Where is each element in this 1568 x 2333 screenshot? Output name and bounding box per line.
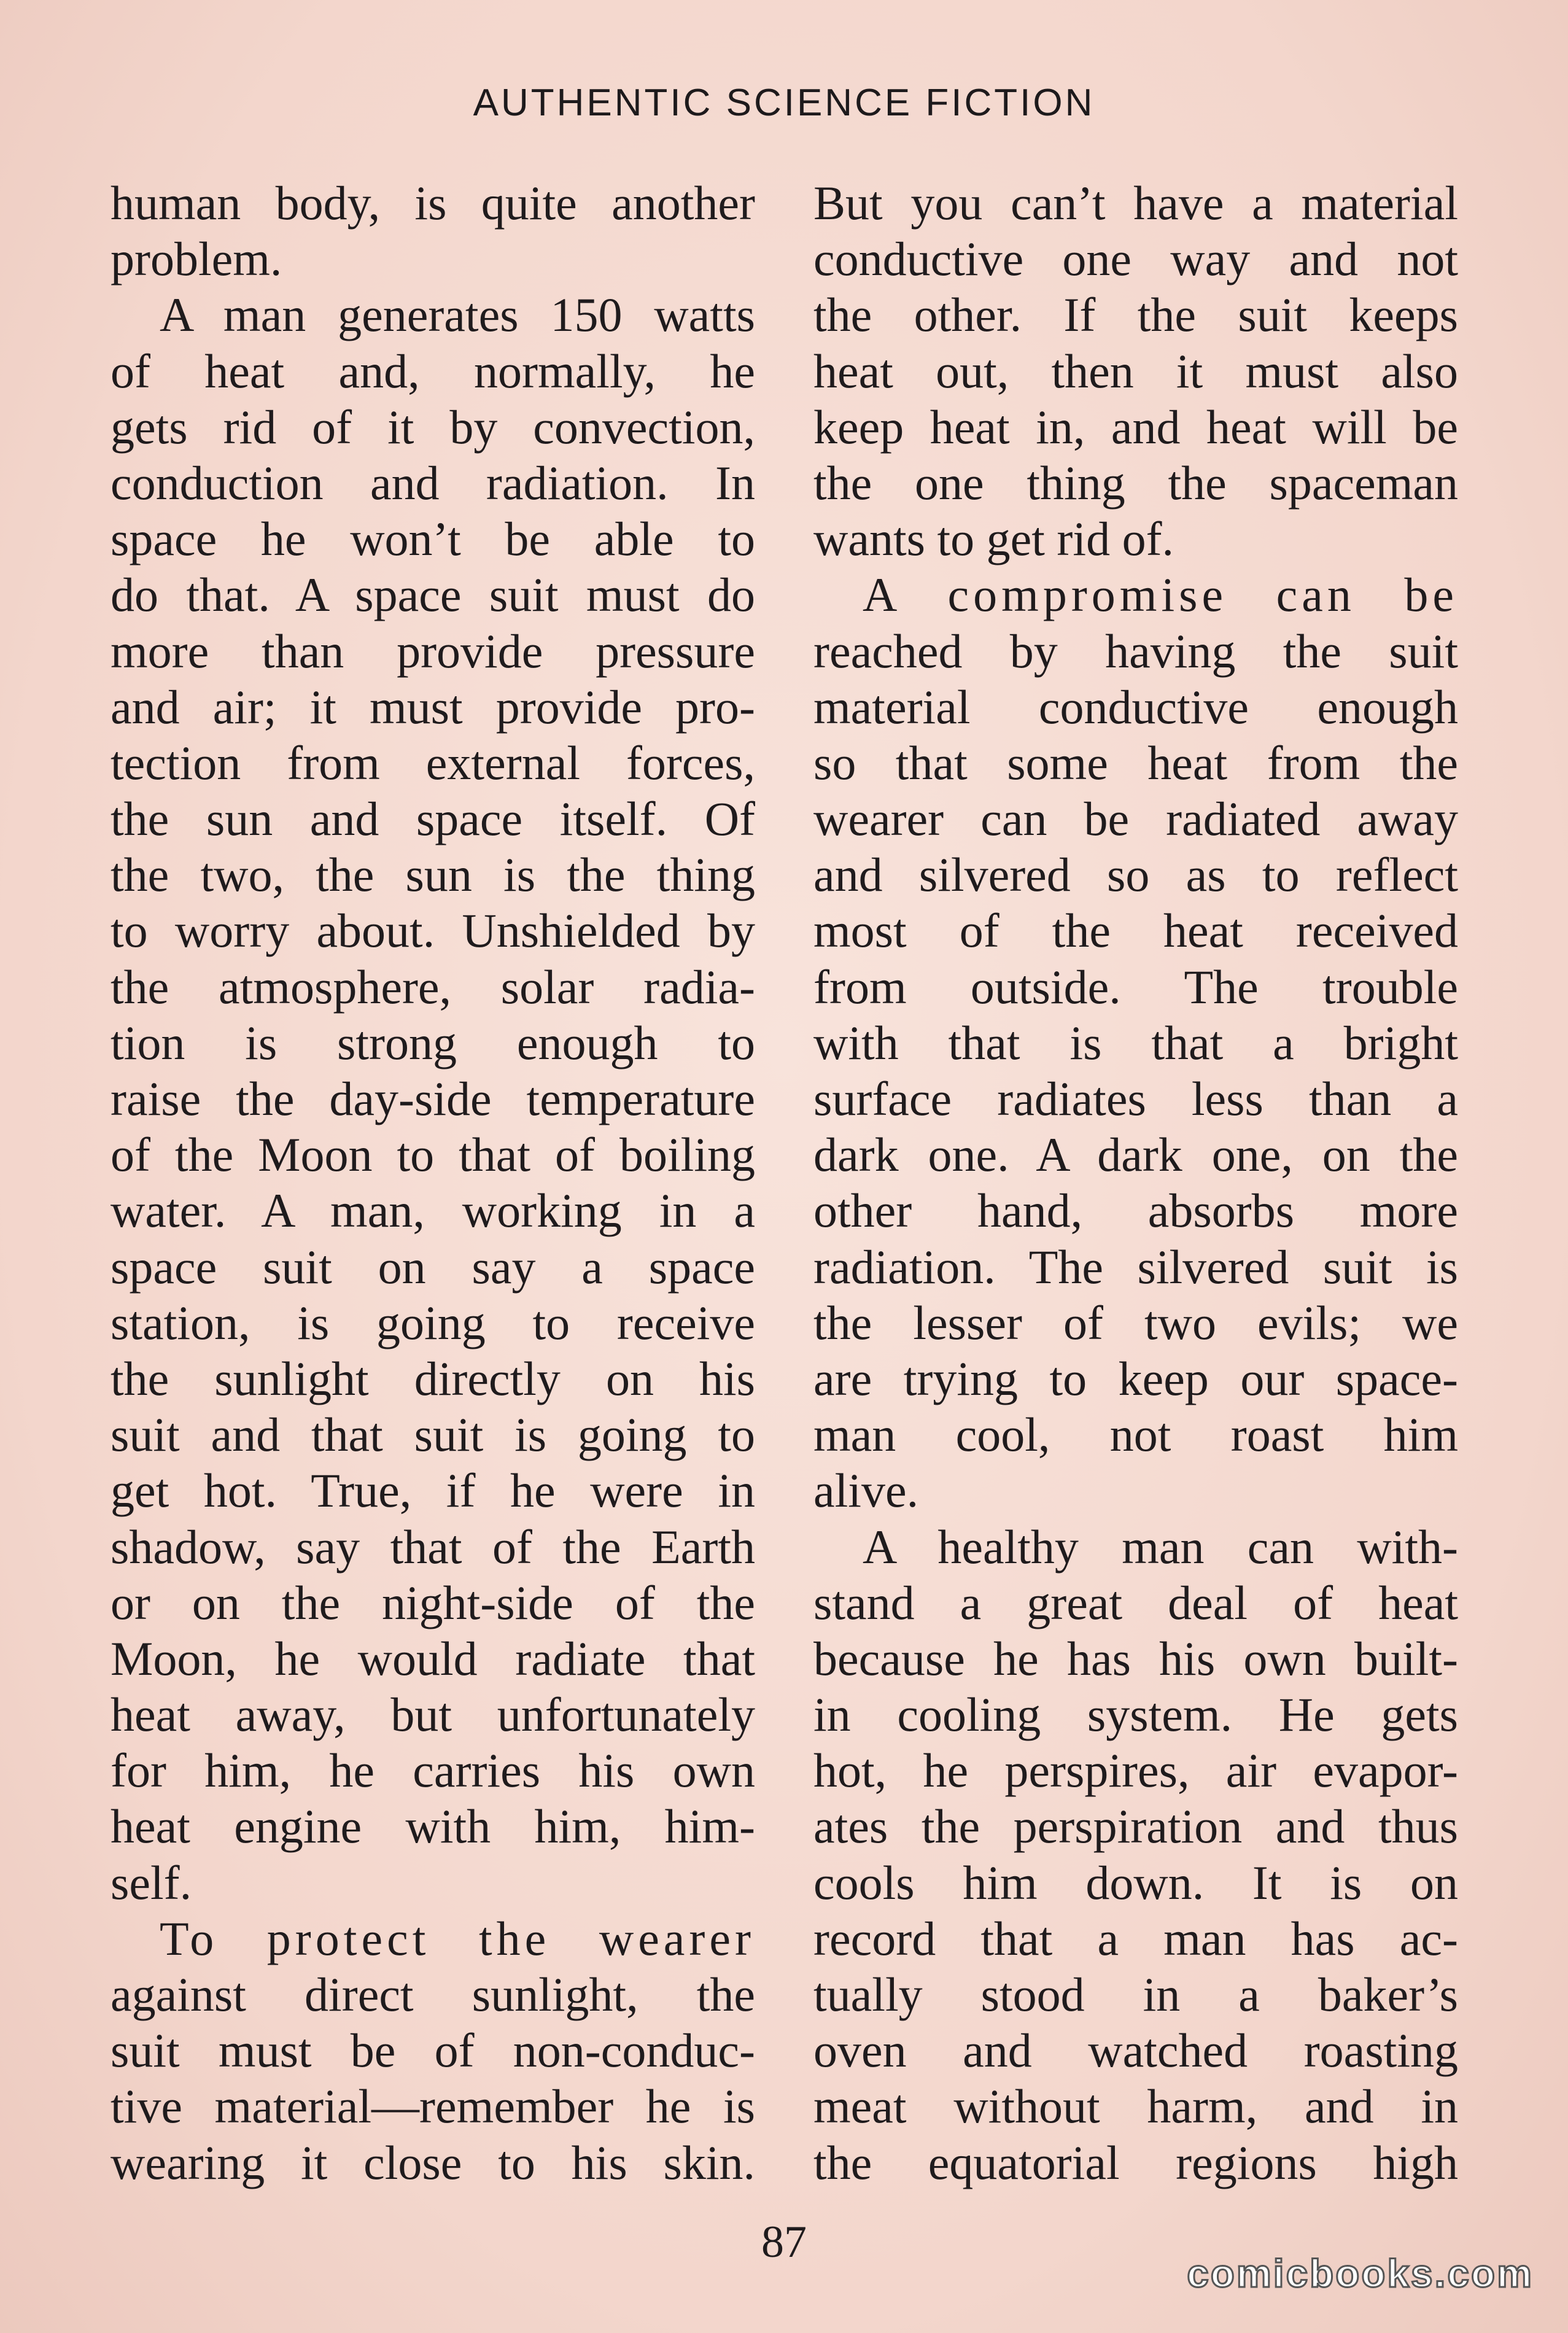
text-line: tually stood in a baker’s [813,1968,1458,2021]
text-line: tive material—remember he is [111,2079,755,2133]
text-line: in cooling system. He gets [813,1688,1458,1742]
text-line: wants to get rid of. [813,512,1174,566]
text-line: tion is strong enough to [111,1015,755,1069]
text-line: problem. [111,232,282,286]
text-line: self. [111,1855,192,1909]
left-column [111,175,755,2191]
text-line: suit and that suit is going to [111,1408,755,1462]
text-line: or on the night-side of the [111,1575,755,1629]
watermark: comicbooks.com [1187,2251,1534,2296]
text-line: the lesser of two evils; we [813,1295,1458,1349]
text-line: raise the day-side temperature [111,1072,755,1125]
text-line: with that is that a bright [813,1015,1458,1069]
text-line: shadow, say that of the Earth [111,1520,755,1574]
text-line: human body, is quite another [111,176,755,230]
text-line: material conductive enough [813,680,1458,734]
text-line: of heat and, normally, he [111,344,755,398]
text-line: and air; it must provide pro- [111,680,755,734]
text-line: tection from external forces, [111,736,755,790]
text-line: stand a great deal of heat [813,1575,1458,1629]
text-line: wearer can be radiated away [813,792,1458,846]
text-line: radiation. The silvered suit is [813,1240,1458,1294]
text-line: the sun and space itself. Of [111,792,755,846]
text-line: most of the heat received [813,904,1458,958]
running-head: AUTHENTIC SCIENCE FICTION [473,82,1095,124]
text-line: from outside. The trouble [813,960,1458,1014]
text-line: gets rid of it by convection, [111,400,755,454]
text-line: the sunlight directly on his [111,1351,755,1405]
text-line: A compromise can be [863,568,1458,622]
text-line: to worry about. Unshielded by [111,904,755,958]
text-line: space suit on say a space [111,1240,755,1294]
text-line: the two, the sun is the thing [111,848,755,902]
text-line: other hand, absorbs more [813,1184,1458,1238]
text-line: A man generates 150 watts [160,288,755,342]
text-line: Moon, he would radiate that [111,1631,755,1685]
text-line: because he has his own built- [813,1631,1458,1685]
text-line: man cool, not roast him [813,1408,1458,1462]
text-line: suit must be of non-conduc- [111,2024,755,2078]
text-line: cools him down. It is on [813,1855,1458,1909]
text-line: the other. If the suit keeps [813,288,1458,342]
text-line: heat out, then it must also [813,344,1458,398]
text-line: ates the perspiration and thus [813,1799,1458,1854]
text-line: do that. A space suit must do [111,568,755,622]
text-line: against direct sunlight, the [111,1968,755,2021]
text-line: dark one. A dark one, on the [813,1128,1458,1182]
text-line: the equatorial regions high [813,2135,1458,2189]
text-line: heat away, but unfortunately [111,1688,755,1742]
text-line: and silvered so as to reflect [813,848,1458,902]
text-line: the one thing the spaceman [813,456,1458,510]
text-line: get hot. True, if he were in [111,1464,755,1518]
text-line: of the Moon to that of boiling [111,1128,755,1182]
text-line: wearing it close to his skin. [111,2135,755,2189]
text-line: meat without harm, and in [813,2079,1458,2133]
text-line: conduction and radiation. In [111,456,755,510]
text-line: alive. [813,1464,919,1518]
text-line: are trying to keep our space- [813,1351,1458,1405]
right-column [813,175,1458,2191]
text-line: more than provide pressure [111,624,755,678]
text-line: A healthy man can with- [863,1520,1458,1574]
text-line: the atmosphere, solar radia- [111,960,755,1014]
text-line: record that a man has ac- [813,1911,1458,1965]
text-line: reached by having the suit [813,624,1458,678]
text-line: But you can’t have a material [813,176,1458,230]
text-line: water. A man, working in a [111,1184,755,1238]
text-line: hot, he perspires, air evapor- [813,1744,1458,1798]
page-number: 87 [761,2217,807,2267]
text-line: station, is going to receive [111,1295,755,1349]
text-line: surface radiates less than a [813,1072,1458,1125]
text-line: for him, he carries his own [111,1744,755,1798]
text-line: so that some heat from the [813,736,1458,790]
text-line: heat engine with him, him- [111,1799,755,1854]
text-line: oven and watched roasting [813,2024,1458,2078]
text-line: conductive one way and not [813,232,1458,286]
text-line: keep heat in, and heat will be [813,400,1458,454]
text-line: To protect the wearer [160,1911,755,1965]
text-line: space he won’t be able to [111,512,755,566]
